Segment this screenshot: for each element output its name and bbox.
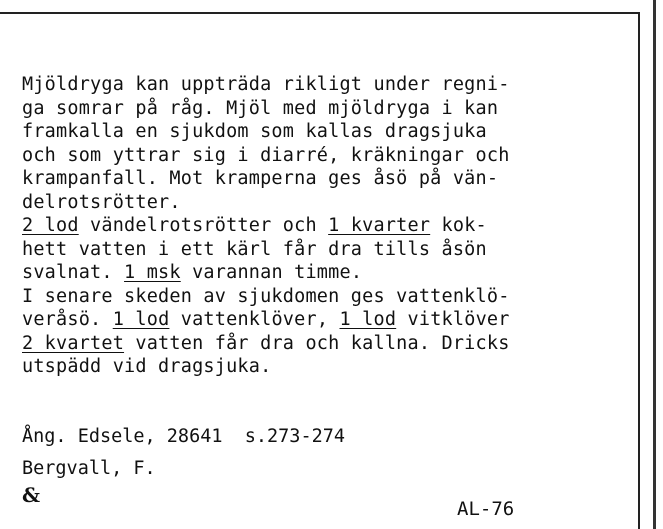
measure-quantity: 2 lod [22, 215, 79, 236]
text-line [22, 191, 622, 215]
measure-quantity: 1 lod [339, 309, 397, 330]
text-segment: ga somrar på råg. Mjöl med mjöldryga i kan [22, 97, 499, 119]
text-segment: framkalla en sjukdom som kallas dragsjuka [22, 121, 487, 142]
text-segment: svalnat. [22, 262, 125, 283]
text-segment: vatten får dra och kallna. Dricks [124, 332, 510, 354]
source-reference: Ång. Edsele, 28641 s.273-274 [22, 426, 346, 447]
text-segment: varannan timme. [180, 262, 363, 283]
text-segment: delrotsrötter. [22, 191, 181, 213]
text-segment: veråsö. [22, 309, 113, 330]
measure-quantity: 2 kvartet [22, 332, 125, 354]
text-segment: kok- [430, 215, 487, 236]
archive-code: AL-76 [457, 498, 515, 520]
recipe-text [22, 73, 622, 379]
text-segment: vändelrotsrötter och [78, 215, 329, 236]
text-line [22, 120, 622, 144]
text-line [22, 144, 622, 168]
text-segment: Mjöldryga kan uppträda rikligt under regni- [22, 74, 510, 95]
recorder-name: Bergvall, F. [22, 458, 156, 479]
text-line [22, 332, 622, 356]
text-line [22, 238, 622, 262]
card-right-border [638, 12, 640, 529]
text-segment: vitklöver [396, 309, 510, 330]
text-line [22, 167, 622, 191]
measure-quantity: 1 lod [112, 309, 170, 330]
measure-quantity: 1 kvarter [328, 215, 431, 236]
scan-edge-line [653, 0, 656, 529]
text-segment: och som yttrar sig i diarré, kräkningar och [22, 144, 510, 166]
text-line [22, 308, 622, 332]
text-segment: krampanfall. Mot kramperna ges åsö på vän- [22, 168, 499, 189]
text-line [22, 97, 622, 121]
text-line [22, 73, 622, 97]
measure-quantity: 1 msk [124, 262, 181, 283]
text-segment: hett vatten i ett kärl får dra tills åsön [22, 238, 487, 260]
text-segment: I senare skeden av sjukdomen ges vattenklö- [22, 285, 510, 307]
text-line [22, 285, 622, 309]
handwritten-mark: & [22, 483, 41, 507]
text-line [22, 355, 622, 379]
text-segment: utspädd vid dragsjuka. [22, 356, 272, 377]
text-line [22, 214, 622, 238]
text-segment: vattenklöver, [169, 309, 340, 330]
card-top-border [0, 12, 640, 14]
text-line [22, 261, 622, 285]
